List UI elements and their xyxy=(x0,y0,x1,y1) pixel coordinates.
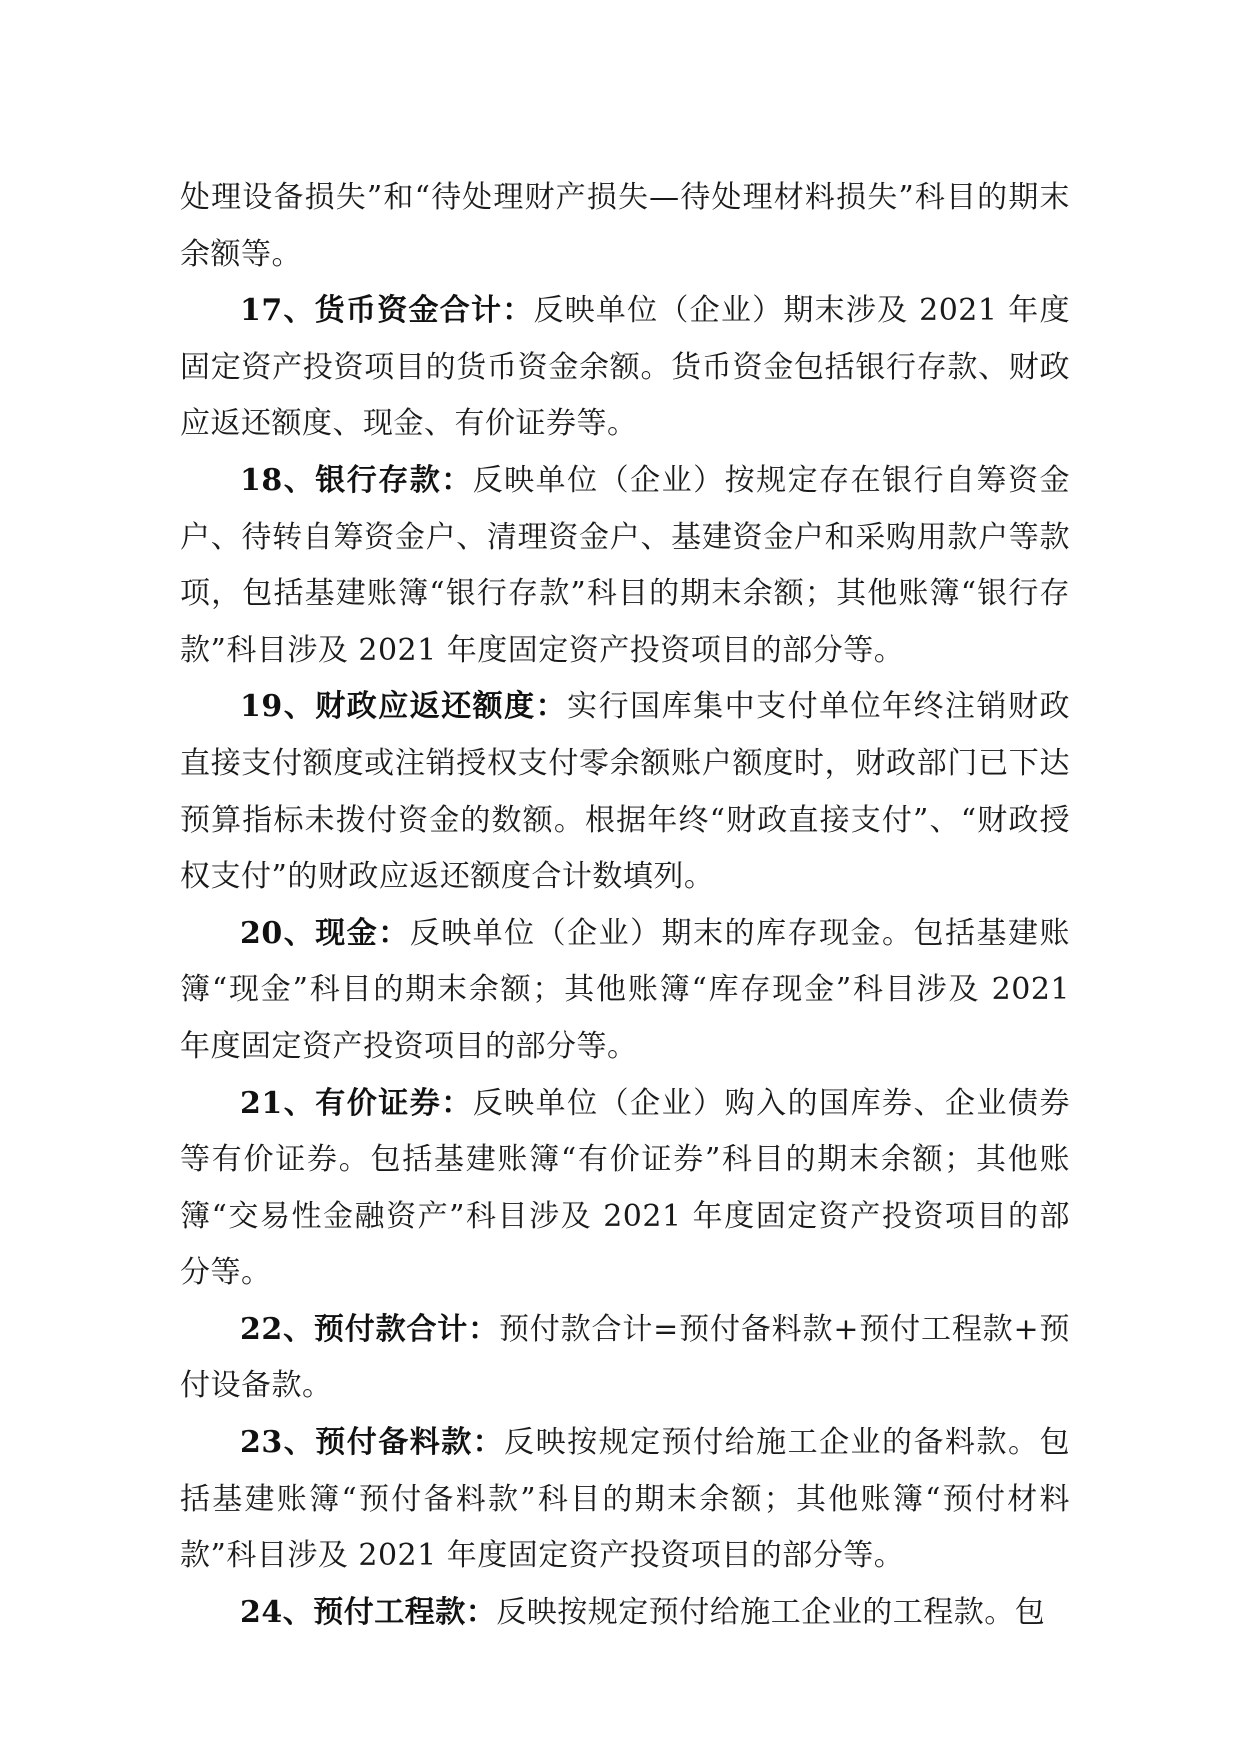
paragraph-text: 处理设备损失”和“待处理财产损失—待处理材料损失”科目的期末余额等。 xyxy=(180,180,1070,272)
paragraph-item-17 xyxy=(180,283,1070,453)
term-label: 21、有价证券： xyxy=(240,1085,473,1121)
paragraph-item-23 xyxy=(180,1415,1070,1585)
paragraph-text: 反映单位（企业）期末的库存现金。包括基建账簿“现金”科目的期末余额；其他账簿“库存现金”科目涉及 2021 年度固定资产投资项目的部分等。 xyxy=(180,915,1071,1064)
paragraph-item-20 xyxy=(180,906,1070,1076)
paragraph-text: 实行国库集中支付单位年终注销财政直接支付额度或注销授权支付零余额账户额度时，财政部门已下达预算指标未拨付资金的数额。根据年终“财政直接支付”、“财政授权支付”的财政应返还额度合计数填列。 xyxy=(180,689,1071,895)
paragraph-continuation xyxy=(180,170,1070,283)
paragraph-text: 反映单位（企业）按规定存在银行自筹资金户、待转自筹资金户、清理资金户、基建资金户和采购用款户等款项，包括基建账簿“银行存款”科目的期末余额；其他账簿“银行存款”科目涉及 2021 年度固定资产投资项目的部分等。 xyxy=(180,462,1071,668)
paragraph-item-22 xyxy=(180,1302,1070,1415)
paragraph-text: 预付款合计=预付备料款+预付工程款+预付设备款。 xyxy=(180,1311,1070,1404)
term-label: 18、银行存款： xyxy=(240,462,473,498)
paragraph-item-18 xyxy=(180,453,1070,679)
paragraph-text: 反映单位（企业）期末涉及 2021 年度固定资产投资项目的货币资金余额。货币资金包括银行存款、财政应返还额度、现金、有价证券等。 xyxy=(180,293,1070,442)
term-label: 22、预付款合计： xyxy=(240,1311,499,1347)
term-label: 19、财政应返还额度： xyxy=(240,689,568,725)
document-body xyxy=(180,170,1070,1641)
paragraph-text: 反映按规定预付给施工企业的工程款。包 xyxy=(496,1594,1046,1630)
term-label: 17、货币资金合计： xyxy=(240,293,534,329)
paragraph-item-24 xyxy=(180,1585,1070,1642)
paragraph-text: 反映按规定预付给施工企业的备料款。包括基建账簿“预付备料款”科目的期末余额；其他账簿“预付材料款”科目涉及 2021 年度固定资产投资项目的部分等。 xyxy=(180,1425,1071,1574)
term-label: 24、预付工程款： xyxy=(240,1594,497,1630)
term-label: 20、现金： xyxy=(240,915,410,951)
term-label: 23、预付备料款： xyxy=(240,1425,505,1461)
paragraph-text: 反映单位（企业）购入的国库券、企业债券等有价证券。包括基建账簿“有价证券”科目的期末余额；其他账簿“交易性金融资产”科目涉及 2021 年度固定资产投资项目的部分等。 xyxy=(180,1085,1071,1291)
paragraph-item-19 xyxy=(180,679,1070,905)
paragraph-item-21 xyxy=(180,1076,1070,1302)
